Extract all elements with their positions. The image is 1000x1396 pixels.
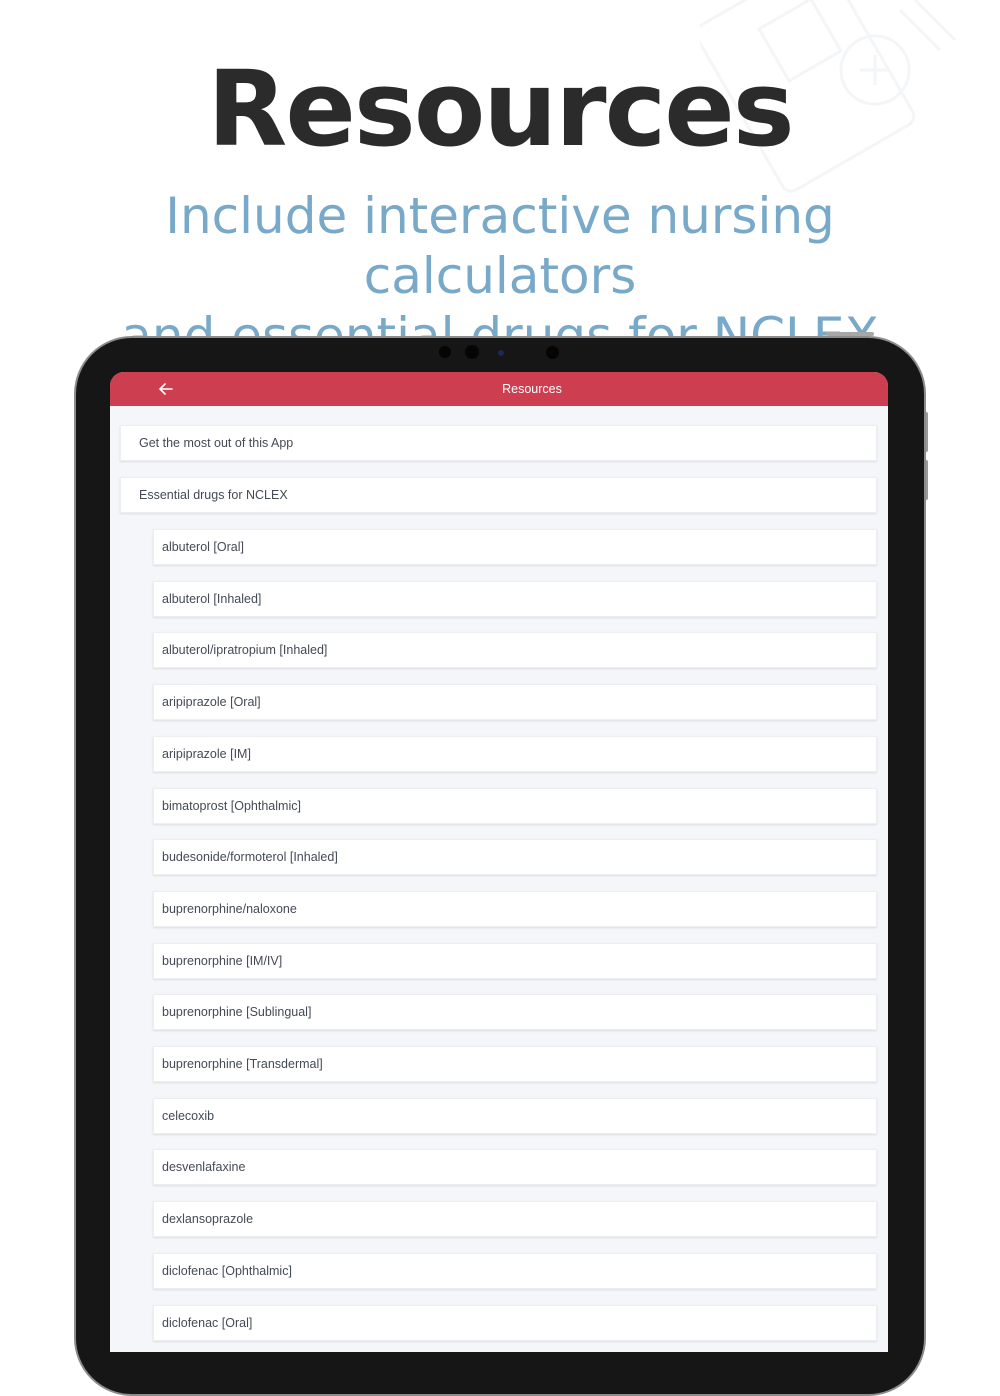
drug-list-item[interactable]: albuterol [Inhaled] <box>153 581 877 617</box>
page-headline: Resources <box>207 48 793 170</box>
drug-list-item[interactable]: buprenorphine [Sublingual] <box>153 994 877 1030</box>
drug-list-item[interactable]: diclofenac [Oral] <box>153 1305 877 1341</box>
drug-list-item[interactable]: dexlansoprazole <box>153 1201 877 1237</box>
drug-list-item[interactable]: celecoxib <box>153 1098 877 1134</box>
drug-list-item[interactable]: diclofenac [Ophthalmic] <box>153 1253 877 1289</box>
section-get-most-out[interactable]: Get the most out of this App <box>120 425 877 461</box>
drug-list-item[interactable]: aripiprazole [Oral] <box>153 684 877 720</box>
drug-list-item[interactable]: desvenlafaxine <box>153 1149 877 1185</box>
camera-sensor <box>498 350 504 356</box>
drug-list-item[interactable]: aripiprazole [IM] <box>153 736 877 772</box>
drug-list-item[interactable]: albuterol [Oral] <box>153 529 877 565</box>
drug-list-item[interactable]: buprenorphine [Transdermal] <box>153 1046 877 1082</box>
camera-dot <box>439 346 451 358</box>
drug-list-item[interactable]: buprenorphine/naloxone <box>153 891 877 927</box>
subheadline-line-1: Include interactive nursing calculators <box>165 187 835 305</box>
camera-dot <box>546 346 559 359</box>
camera-lens <box>465 345 479 359</box>
drug-list-item[interactable]: buprenorphine [IM/IV] <box>153 943 877 979</box>
section-essential-drugs[interactable]: Essential drugs for NCLEX <box>120 477 877 513</box>
drug-list-item[interactable]: budesonide/formoterol [Inhaled] <box>153 839 877 875</box>
app-screen <box>110 372 888 1352</box>
drug-list-item[interactable]: bimatoprost [Ophthalmic] <box>153 788 877 824</box>
app-bar <box>110 372 888 406</box>
app-bar-title: Resources <box>502 382 562 396</box>
drug-list-item[interactable]: albuterol/ipratropium [Inhaled] <box>153 632 877 668</box>
